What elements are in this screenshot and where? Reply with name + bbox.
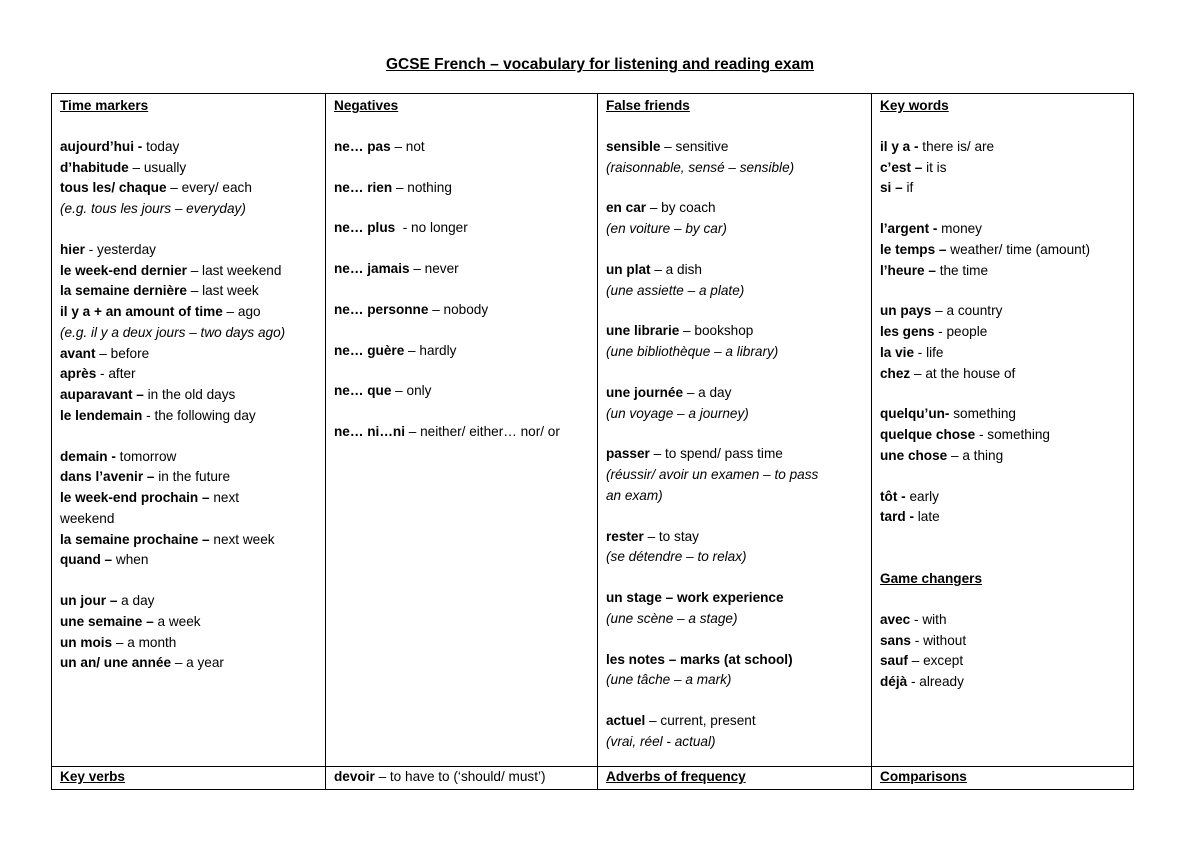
vocab-term: un mois	[60, 634, 113, 650]
vocab-translation: (e.g. il y a deux jours – two days ago)	[60, 324, 286, 340]
vocab-entry	[60, 488, 317, 509]
example-line	[606, 732, 863, 753]
vocab-term: si –	[880, 180, 903, 196]
vocab-term: ne… que	[334, 383, 392, 399]
vocab-entry	[60, 137, 317, 158]
vocab-translation: (en voiture – by car)	[606, 221, 727, 236]
vocab-translation: there is/ are	[918, 138, 995, 154]
vocab-translation: (e.g. tous les jours – everyday)	[60, 201, 246, 216]
vocab-term: d’habitude	[60, 159, 129, 175]
vocab-translation: weather/ time (amount)	[946, 241, 1091, 257]
vocab-translation: – a year	[171, 655, 224, 671]
vocab-term: avant	[60, 345, 96, 361]
vocab-term: un plat	[606, 261, 651, 277]
vocab-translation: - yesterday	[84, 241, 156, 257]
vocab-translation: – neither/ either… nor/ or	[405, 424, 560, 439]
vocab-translation: – hardly	[404, 342, 457, 358]
vocab-translation: the time	[935, 262, 989, 278]
vocab-entry	[880, 240, 1125, 261]
vocab-entry	[60, 385, 317, 406]
column-key-words	[872, 94, 1134, 767]
vocab-term: chez	[880, 365, 911, 381]
example-line	[606, 281, 863, 302]
vocab-term: une semaine –	[60, 613, 154, 629]
vocab-term: tôt -	[880, 488, 906, 504]
vocab-translation: it is	[922, 159, 947, 175]
vocab-term: tous les/ chaque	[60, 180, 167, 196]
vocab-entry	[334, 259, 589, 280]
vocab-entry	[880, 672, 1125, 693]
vocab-translation: tomorrow	[115, 448, 177, 464]
vocab-translation: – a dish	[650, 261, 702, 277]
example-line	[606, 342, 863, 363]
footer-devoir	[326, 767, 598, 790]
vocab-entry	[880, 610, 1125, 631]
vocab-entry	[60, 240, 317, 261]
example-line	[60, 323, 317, 344]
vocab-entry	[606, 711, 863, 732]
vocab-entry	[334, 300, 589, 321]
column-header: Comparisons	[880, 769, 967, 784]
vocab-entry	[606, 383, 863, 404]
vocab-entry	[60, 261, 317, 282]
vocab-term: en car	[606, 200, 647, 216]
vocab-translation: – by coach	[646, 200, 716, 216]
vocab-entry	[606, 321, 863, 342]
vocab-translation: early	[905, 488, 939, 504]
vocab-translation: – last weekend	[186, 262, 282, 278]
vocab-translation: in the future	[154, 469, 231, 485]
vocab-entry	[880, 487, 1125, 508]
vocab-term: une journée	[606, 384, 684, 400]
footer-key-verbs	[52, 767, 326, 790]
vocab-translation: - something	[975, 427, 1050, 442]
vocab-entry	[606, 588, 863, 609]
vocab-term: les notes – marks (at school)	[606, 651, 793, 667]
vocab-term: dans l’avenir –	[60, 469, 155, 485]
vocab-term: quelqu’un-	[880, 406, 950, 422]
vocab-translation: (une tâche – a mark)	[606, 672, 732, 688]
vocab-entry	[60, 281, 317, 302]
vocab-translation: when	[112, 552, 149, 568]
vocab-entry	[880, 261, 1125, 282]
vocab-translation: - the following day	[142, 407, 256, 423]
vocab-translation: – never	[409, 261, 459, 276]
vocab-term: avec	[880, 611, 911, 627]
vocab-entry	[880, 364, 1125, 385]
footer-adverbs-of-frequency	[598, 767, 872, 790]
vocab-translation: next week	[209, 531, 275, 547]
vocab-term: une librarie	[606, 323, 680, 339]
vocab-entry	[60, 364, 317, 385]
vocab-term: un stage – work experience	[606, 590, 784, 605]
vocab-entry	[60, 550, 317, 571]
vocab-entry	[60, 509, 317, 530]
vocab-translation: – to spend/ pass time	[649, 446, 783, 462]
vocab-entry	[60, 467, 317, 488]
vocab-entry	[334, 218, 589, 239]
vocab-translation: money	[937, 221, 982, 236]
vocab-term: la semaine dernière	[60, 283, 187, 299]
vocab-term: le temps –	[880, 241, 947, 257]
vocab-term: ne… jamais	[334, 261, 410, 276]
vocab-translation: a day	[117, 593, 155, 608]
vocab-translation: – except	[907, 653, 964, 669]
vocab-entry	[606, 137, 863, 158]
vocab-entry	[334, 341, 589, 362]
vocab-entry	[880, 507, 1125, 528]
vocab-term: devoir	[334, 769, 375, 784]
vocab-term: une chose	[880, 447, 948, 463]
vocab-translation: – a thing	[947, 447, 1004, 463]
vocab-entry	[880, 343, 1125, 364]
vocab-translation: - with	[910, 611, 947, 627]
vocabulary-table	[51, 93, 1134, 790]
example-line	[606, 404, 863, 425]
vocab-term: un an/ une année	[60, 655, 172, 671]
vocab-entry	[606, 444, 863, 465]
vocab-translation: if	[902, 180, 914, 196]
vocab-entry	[334, 422, 589, 443]
vocab-translation: – to stay	[643, 528, 699, 544]
vocab-entry	[60, 633, 317, 654]
vocab-entry	[60, 612, 317, 633]
vocab-term: l’heure –	[880, 262, 936, 278]
vocab-term: tard -	[880, 509, 914, 525]
vocab-entry	[60, 344, 317, 365]
vocab-translation: next	[209, 490, 240, 505]
vocab-term: après	[60, 366, 97, 382]
vocab-entry	[60, 178, 317, 199]
vocab-term: il y a -	[880, 138, 919, 154]
vocab-term: les gens	[880, 324, 935, 339]
vocab-term: un jour –	[60, 593, 118, 608]
vocab-entry	[334, 767, 589, 788]
vocab-translation: (vrai, réel - actual)	[606, 733, 716, 749]
vocab-translation: – current, present	[645, 713, 756, 728]
vocab-translation: today	[142, 138, 180, 154]
example-line	[606, 219, 863, 240]
vocab-translation: – every/ each	[166, 180, 252, 196]
vocab-entry	[606, 650, 863, 671]
vocab-translation: – before	[95, 345, 150, 361]
column-header: Adverbs of frequency	[606, 769, 746, 784]
vocab-entry	[60, 406, 317, 427]
vocab-entry	[606, 260, 863, 281]
vocab-term: déjà	[880, 674, 908, 689]
vocab-entry	[880, 178, 1125, 199]
vocab-term: il y a + an amount of time	[60, 304, 223, 319]
vocab-translation: – nobody	[428, 301, 489, 317]
vocab-term: aujourd’hui -	[60, 138, 143, 154]
vocab-entry	[60, 591, 317, 612]
vocab-entry	[880, 404, 1125, 425]
vocab-translation: late	[913, 509, 940, 525]
vocab-entry	[606, 527, 863, 548]
example-line	[60, 199, 317, 220]
vocab-translation: (une scène – a stage)	[606, 610, 738, 626]
vocab-translation: – nothing	[392, 179, 452, 195]
vocab-term: auparavant –	[60, 387, 144, 402]
vocab-entry	[606, 198, 863, 219]
vocab-term: passer	[606, 446, 650, 462]
vocab-entry	[60, 653, 317, 674]
vocab-term: ne… plus	[334, 220, 396, 236]
vocab-term: c’est –	[880, 159, 923, 175]
footer-comparisons	[872, 767, 1134, 790]
vocab-entry	[880, 219, 1125, 240]
vocab-term: le week-end prochain –	[60, 490, 210, 505]
vocab-entry	[880, 631, 1125, 652]
vocab-entry	[880, 137, 1125, 158]
section-heading: Game changers	[880, 571, 982, 586]
vocab-translation: - life	[914, 344, 944, 360]
vocab-term: rester	[606, 528, 644, 544]
column-header: Key words	[880, 98, 949, 113]
page-title: GCSE French – vocabulary for listening and reading exam	[385, 56, 815, 73]
vocab-entry	[334, 381, 589, 402]
vocab-term: ne… rien	[334, 179, 393, 195]
vocab-translation: an exam)	[606, 487, 663, 503]
vocab-term: le week-end dernier	[60, 262, 187, 278]
vocab-translation: – not	[390, 138, 425, 154]
vocab-translation: weekend	[60, 510, 115, 526]
vocab-entry	[60, 530, 317, 551]
vocab-translation: - without	[910, 632, 967, 648]
vocab-entry	[334, 178, 589, 199]
vocab-term: sans	[880, 632, 911, 648]
vocab-term: la semaine prochaine –	[60, 531, 210, 547]
vocab-term: demain -	[60, 448, 116, 464]
vocab-translation: – only	[391, 383, 432, 399]
vocab-entry	[880, 425, 1125, 446]
vocab-translation: (se détendre – to relax)	[606, 549, 747, 565]
vocab-translation: a week	[153, 613, 201, 629]
vocab-term: ne… guère	[334, 342, 405, 358]
vocab-translation: – a day	[683, 384, 732, 400]
example-line	[606, 609, 863, 630]
vocab-entry	[60, 447, 317, 468]
vocab-translation: – bookshop	[679, 323, 754, 339]
column-header: Negatives	[334, 98, 399, 113]
vocab-entry	[60, 302, 317, 323]
vocab-term: ne… ni…ni	[334, 424, 405, 439]
vocab-entry	[880, 322, 1125, 343]
vocab-translation: – last week	[186, 283, 259, 299]
vocab-translation: – at the house of	[910, 365, 1016, 381]
vocab-entry	[880, 651, 1125, 672]
vocab-entry	[880, 446, 1125, 467]
vocab-entry	[60, 158, 317, 179]
vocab-translation: (une bibliothèque – a library)	[606, 344, 779, 359]
column-time-markers	[52, 94, 326, 767]
vocab-translation: - after	[96, 366, 136, 382]
vocab-translation: - no longer	[395, 220, 468, 236]
vocab-translation: – ago	[222, 304, 261, 319]
vocab-translation: – sensitive	[660, 138, 729, 154]
vocab-translation: - already	[907, 674, 964, 689]
vocab-translation: something	[949, 406, 1016, 422]
vocab-term: ne… personne	[334, 301, 429, 317]
vocab-translation: (raisonnable, sensé – sensible)	[606, 159, 795, 175]
vocab-term: actuel	[606, 713, 646, 728]
vocab-term: l’argent -	[880, 221, 938, 236]
vocab-term: le lendemain	[60, 407, 143, 423]
vocab-term: sauf	[880, 653, 908, 669]
vocab-translation: - people	[934, 324, 988, 339]
vocab-term: hier	[60, 241, 85, 257]
vocab-translation: (un voyage – a journey)	[606, 405, 749, 421]
vocab-term: quand –	[60, 552, 113, 568]
example-line	[606, 547, 863, 568]
column-header: Key verbs	[60, 769, 125, 784]
vocab-term: la vie	[880, 344, 915, 360]
vocab-term: ne… pas	[334, 138, 391, 154]
example-line	[606, 465, 863, 486]
vocab-entry	[334, 137, 589, 158]
vocab-entry	[880, 301, 1125, 322]
example-line	[606, 158, 863, 179]
vocab-translation: (une assiette – a plate)	[606, 282, 745, 298]
vocab-term: quelque chose	[880, 427, 976, 442]
vocab-translation: – a country	[931, 303, 1003, 319]
vocab-term: sensible	[606, 138, 661, 154]
column-header: False friends	[606, 98, 690, 113]
example-line	[606, 670, 863, 691]
vocab-term: un pays	[880, 303, 932, 319]
vocab-translation: – to have to (‘should/ must’)	[374, 769, 546, 784]
example-line	[606, 486, 863, 507]
vocab-translation: in the old days	[143, 387, 236, 402]
vocab-translation: (réussir/ avoir un examen – to pass	[606, 467, 819, 482]
column-negatives	[326, 94, 598, 767]
column-false-friends	[598, 94, 872, 767]
column-header: Time markers	[60, 98, 149, 113]
vocab-translation: – a month	[112, 634, 177, 650]
vocab-translation: – usually	[128, 159, 187, 175]
vocab-entry	[880, 158, 1125, 179]
